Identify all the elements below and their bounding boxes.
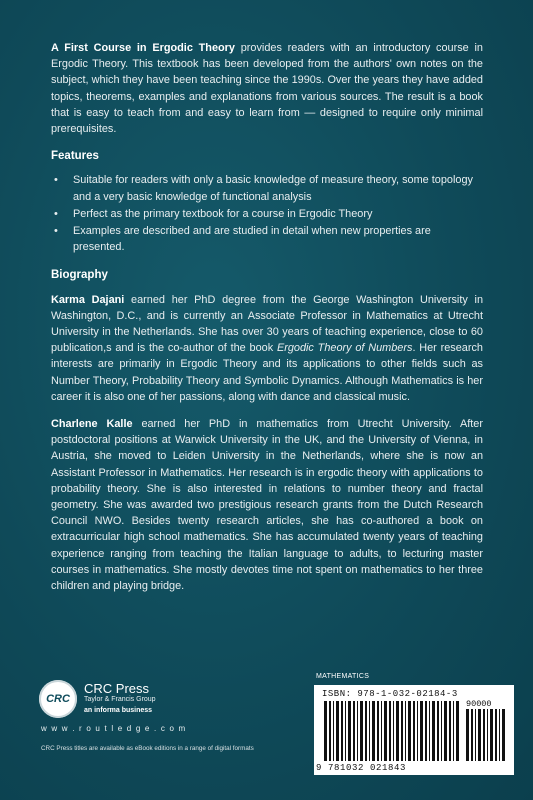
- publisher-website: w w w . r o u t l e d g e . c o m: [41, 724, 187, 733]
- price-code: 90000: [466, 699, 492, 709]
- feature-item: [51, 206, 483, 222]
- back-cover-text: [51, 40, 483, 605]
- intro-paragraph: [51, 40, 483, 137]
- feature-text: Perfect as the primary textbook for a course in Ergodic Theory: [73, 207, 373, 220]
- publisher-informa: an informa business: [84, 706, 153, 714]
- bio-text: earned her PhD degree from the George Washington University in Washington, D.C., and is currently an Associate Professor in Mathematics at Utrecht University in the Netherlands. She has over 30 years of teaching experience, close to 60 publication,s and is the co-author of the book: [51, 293, 484, 355]
- bullet-icon: •: [54, 207, 58, 220]
- feature-text: Examples are described and are studied in detail when new properties are presented.: [73, 225, 431, 254]
- publisher-name-block: [84, 680, 156, 716]
- author-name: Karma Dajani: [51, 293, 125, 306]
- publisher-name: CRC Press: [84, 680, 150, 696]
- bio-text: earned her PhD in mathematics from Utrecht University. After postdoctoral positions at Warwick University in the UK, and the University of Vienna, in Austria, she moved to Leiden University in the Netherlands, where she is now an Assistant Professor in Mathematics. Her research is in ergodic theory with applications to probability theory. She is also interested in relations to number theory and fractal geometry. She was awarded two prestigious research grants from the Dutch Research Council NWO. Besides twenty research articles, she has co-authored a book on extracurricular high school mathematics. She has accumulated twenty years of teaching experience ranging from teaching the Italian language to adults, to lecturing master courses in mathematics. She mostly devotes time not spent on mathematics to her three children and playing bridge.: [51, 418, 483, 593]
- author-bio-dajani: [51, 292, 483, 405]
- feature-text: Suitable for readers with only a basic knowledge of measure theory, some topology and a very basic knowledge of functional analysis: [73, 174, 473, 203]
- book-title: A First Course in Ergodic Theory: [51, 42, 235, 54]
- feature-item: [51, 172, 483, 204]
- feature-item: [51, 223, 483, 255]
- isbn-text: ISBN: 978-1-032-02184-3: [322, 689, 458, 699]
- publisher-group: Taylor & Francis Group: [84, 695, 156, 703]
- ean-digits: 9 781032 021843: [316, 763, 407, 773]
- addon-barcode-icon: [466, 709, 508, 761]
- author-name: Charlene Kalle: [51, 418, 133, 431]
- biography-heading: Biography: [51, 269, 108, 282]
- barcode-block: [314, 685, 514, 775]
- ean-barcode-icon: [324, 701, 460, 761]
- intro-text: provides readers with an introductory course in Ergodic Theory. This textbook has been developed from the authors' own notes on the subject, which they have been teaching since the 1990s. Over the years they have added topics, theorems, examples and explanations from various sources. The result is a book that is easy to teach from and easy to learn from — designed to require only minimal prerequisites.: [51, 42, 483, 136]
- bullet-icon: •: [54, 174, 58, 187]
- subject-label: MATHEMATICS: [316, 673, 370, 680]
- publisher-block: [39, 680, 299, 733]
- bullet-icon: •: [54, 225, 58, 238]
- book-reference: Ergodic Theory of Numbers: [276, 342, 413, 355]
- ebook-note: CRC Press titles are available as eBook editions in a range of digital formats: [41, 745, 254, 752]
- crc-logo-icon: CRC: [39, 680, 77, 718]
- author-bio-kalle: [51, 416, 483, 594]
- features-list: [51, 172, 483, 255]
- publisher-logo: [39, 680, 299, 718]
- bio-text: . Her research interests are primarily in Ergodic Theory and its applications to other fields such as Number Theory, Probability Theory and Symbolic Dynamics. Although Mathematics is her career it is also one of her passions, along with dance and classical music.: [51, 342, 483, 403]
- features-heading: Features: [51, 150, 99, 163]
